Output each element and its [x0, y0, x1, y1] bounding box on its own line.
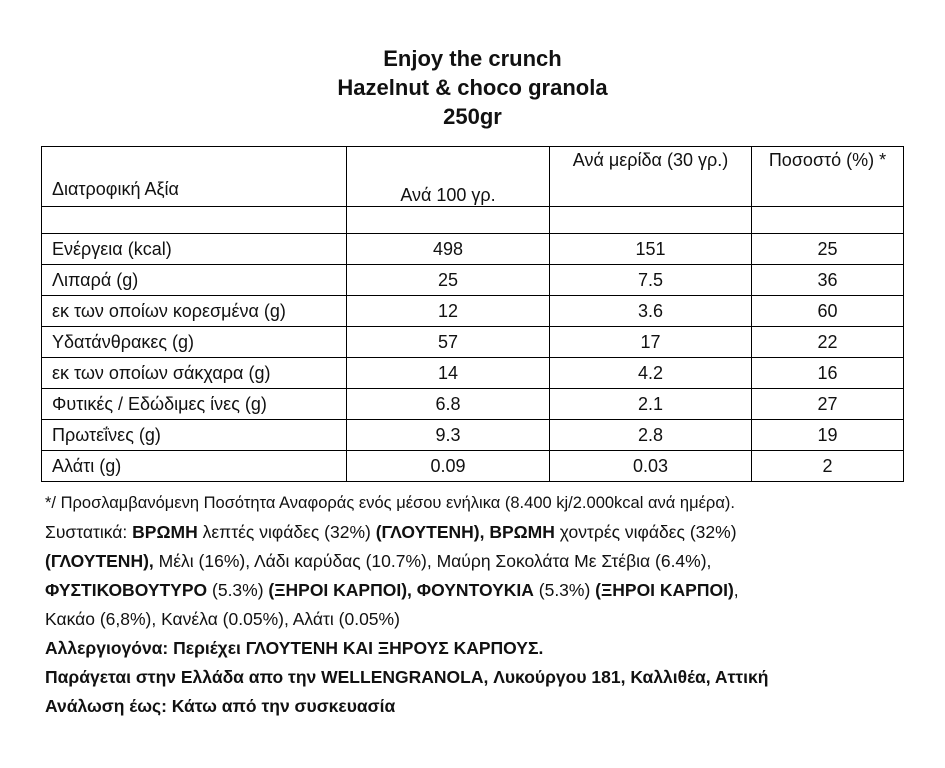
table-row — [42, 296, 904, 327]
ingredients-text: (5.3%) — [533, 580, 596, 600]
value-per-serving: 0.03 — [550, 451, 752, 482]
title-line-weight: 250gr — [443, 104, 502, 129]
value-percent: 19 — [752, 420, 904, 451]
value-percent: 25 — [752, 234, 904, 265]
header-percent: Ποσοστό (%) * — [752, 147, 904, 207]
ingredients-text: , — [733, 580, 739, 600]
ingredients-text: λεπτές νιφάδες (32%) — [197, 522, 376, 542]
table-row — [42, 420, 904, 451]
ingredients-allergen: ΦΥΣΤΙΚΟΒΟΥΤΥΡΟ — [45, 580, 208, 600]
ingredients-text: Συστατικά: — [45, 522, 133, 542]
ingredients-line-4: Κακάο (6,8%), Κανέλα (0.05%), Αλάτι (0.05%) — [45, 609, 400, 629]
ingredients-allergen: (ΞΗΡΟΙ ΚΑΡΠΟΙ) — [595, 580, 734, 600]
header-nutrition-value: Διατροφική Αξία — [42, 147, 347, 207]
value-percent: 16 — [752, 358, 904, 389]
value-per-serving: 7.5 — [550, 265, 752, 296]
table-row — [42, 234, 904, 265]
nutrient-label: Υδατάνθρακες (g) — [42, 327, 347, 358]
best-before: Ανάλωση έως: Κάτω από την συσκευασία — [45, 696, 396, 716]
value-per-100g: 6.8 — [347, 389, 550, 420]
table-row — [42, 358, 904, 389]
ingredients-allergen: (ΓΛΟΥΤΕΝΗ), ΒΡΩΜΗ — [375, 522, 555, 542]
value-per-serving: 2.1 — [550, 389, 752, 420]
value-per-serving: 4.2 — [550, 358, 752, 389]
nutrition-table — [41, 146, 904, 482]
nutrient-label: εκ των οποίων κορεσμένα (g) — [42, 296, 347, 327]
header-per-serving: Ανά μερίδα (30 γρ.) — [550, 147, 752, 207]
ingredients-line-3 — [45, 576, 925, 605]
table-row — [42, 265, 904, 296]
nutrient-label: Πρωτεΐνες (g) — [42, 420, 347, 451]
header-per-100g: Ανά 100 γρ. — [347, 147, 550, 207]
ingredients-allergen: (ΞΗΡΟΙ ΚΑΡΠΟΙ), ΦΟΥΝΤΟΥΚΙΑ — [268, 580, 534, 600]
value-percent: 2 — [752, 451, 904, 482]
value-per-100g: 498 — [347, 234, 550, 265]
product-title — [0, 44, 945, 131]
ingredients-allergen: (ΓΛΟΥΤΕΝΗ), — [45, 551, 154, 571]
label-notes — [45, 489, 925, 721]
ingredients-text: (5.3%) — [207, 580, 269, 600]
nutrition-blank-row — [42, 207, 904, 234]
ingredients-allergen: ΒΡΩΜΗ — [132, 522, 198, 542]
ingredients-text: χοντρές νιφάδες (32%) — [554, 522, 737, 542]
value-per-100g: 57 — [347, 327, 550, 358]
value-per-100g: 25 — [347, 265, 550, 296]
nutrient-label: Λιπαρά (g) — [42, 265, 347, 296]
value-per-100g: 14 — [347, 358, 550, 389]
title-line-brand: Enjoy the crunch — [383, 46, 562, 71]
reference-intake-footnote: */ Προσλαμβανόμενη Ποσότητα Αναφοράς ενός μέσου ενήλικα (8.400 kj/2.000kcal ανά ημέρα). — [45, 494, 735, 512]
nutrient-label: Αλάτι (g) — [42, 451, 347, 482]
table-row — [42, 451, 904, 482]
value-percent: 27 — [752, 389, 904, 420]
ingredients-line-1 — [45, 518, 925, 547]
producer-info: Παράγεται στην Ελλάδα απο την WELLENGRANOLA, Λυκούργου 181, Καλλιθέα, Αττική — [45, 667, 769, 687]
nutrient-label: Φυτικές / Εδώδιμες ίνες (g) — [42, 389, 347, 420]
ingredients-line-2 — [45, 547, 925, 576]
table-row — [42, 389, 904, 420]
allergens-statement: Αλλεργιογόνα: Περιέχει ΓΛΟΥΤΕΝΗ ΚΑΙ ΞΗΡΟΥΣ ΚΑΡΠΟΥΣ. — [45, 638, 544, 658]
value-per-100g: 12 — [347, 296, 550, 327]
value-per-serving: 151 — [550, 234, 752, 265]
value-percent: 22 — [752, 327, 904, 358]
value-per-100g: 9.3 — [347, 420, 550, 451]
title-line-product: Hazelnut & choco granola — [337, 75, 608, 100]
nutrient-label: εκ των οποίων σάκχαρα (g) — [42, 358, 347, 389]
value-per-serving: 2.8 — [550, 420, 752, 451]
value-percent: 36 — [752, 265, 904, 296]
nutrient-label: Ενέργεια (kcal) — [42, 234, 347, 265]
nutrition-header-row — [42, 147, 904, 207]
value-per-100g: 0.09 — [347, 451, 550, 482]
ingredients-text: Μέλι (16%), Λάδι καρύδας (10.7%), Μαύρη Σοκολάτα Με Στέβια (6.4%), — [153, 551, 712, 571]
value-percent: 60 — [752, 296, 904, 327]
value-per-serving: 3.6 — [550, 296, 752, 327]
table-row — [42, 327, 904, 358]
value-per-serving: 17 — [550, 327, 752, 358]
